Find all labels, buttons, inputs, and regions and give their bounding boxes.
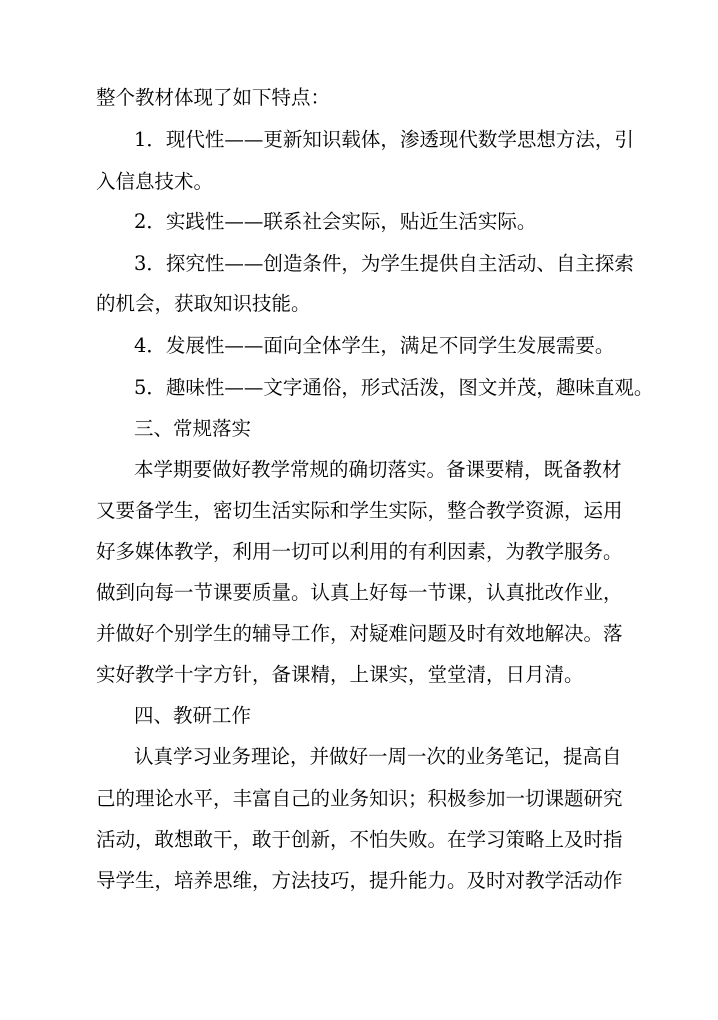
routine-paragraph-line-4: 做到向每一节课要质量。认真上好每一节课，认真批改作业， [96, 581, 623, 604]
intro-line: 整个教材体现了如下特点： [96, 86, 331, 109]
routine-paragraph-line-1: 本学期要做好教学常规的确切落实。备课要精，既备教材 [134, 458, 622, 481]
section-heading-research: 四、教研工作 [134, 704, 252, 727]
routine-paragraph-line-6: 实好教学十字方针，备课精，上课实，堂堂清，日月清。 [96, 663, 584, 686]
research-paragraph-line-1: 认真学习业务理论，并做好一周一次的业务笔记，提高自 [134, 745, 622, 768]
feature-4-line: 4．发展性——面向全体学生，满足不同学生发展需要。 [134, 334, 615, 357]
research-paragraph-line-4: 导学生，培养思维，方法技巧，提升能力。及时对教学活动作 [96, 869, 623, 892]
routine-paragraph-line-3: 好多媒体教学，利用一切可以利用的有利因素，为教学服务。 [96, 540, 623, 563]
feature-1-line-2: 入信息技术。 [96, 170, 214, 193]
research-paragraph-line-3: 活动，敢想敢干，敢于创新，不怕失败。在学习策略上及时指 [96, 828, 623, 851]
feature-3-line-1: 3．探究性——创造条件，为学生提供自主活动、自主探索 [134, 252, 634, 275]
feature-5-line: 5．趣味性——文字通俗，形式活泼，图文并茂，趣味直观。 [134, 376, 654, 399]
research-paragraph-line-2: 己的理论水平，丰富自己的业务知识；积极参加一切课题研究 [96, 787, 623, 810]
feature-2-line: 2．实践性——联系社会实际，贴近生活实际。 [134, 210, 537, 233]
routine-paragraph-line-2: 又要备学生，密切生活实际和学生实际，整合教学资源，运用 [96, 499, 623, 522]
section-heading-routine: 三、常规落实 [134, 417, 252, 440]
feature-1-line-1: 1．现代性——更新知识载体，渗透现代数学思想方法，引 [134, 128, 634, 151]
feature-3-line-2: 的机会，获取知识技能。 [96, 292, 311, 315]
routine-paragraph-line-5: 并做好个别学生的辅导工作，对疑难问题及时有效地解决。落 [96, 622, 623, 645]
